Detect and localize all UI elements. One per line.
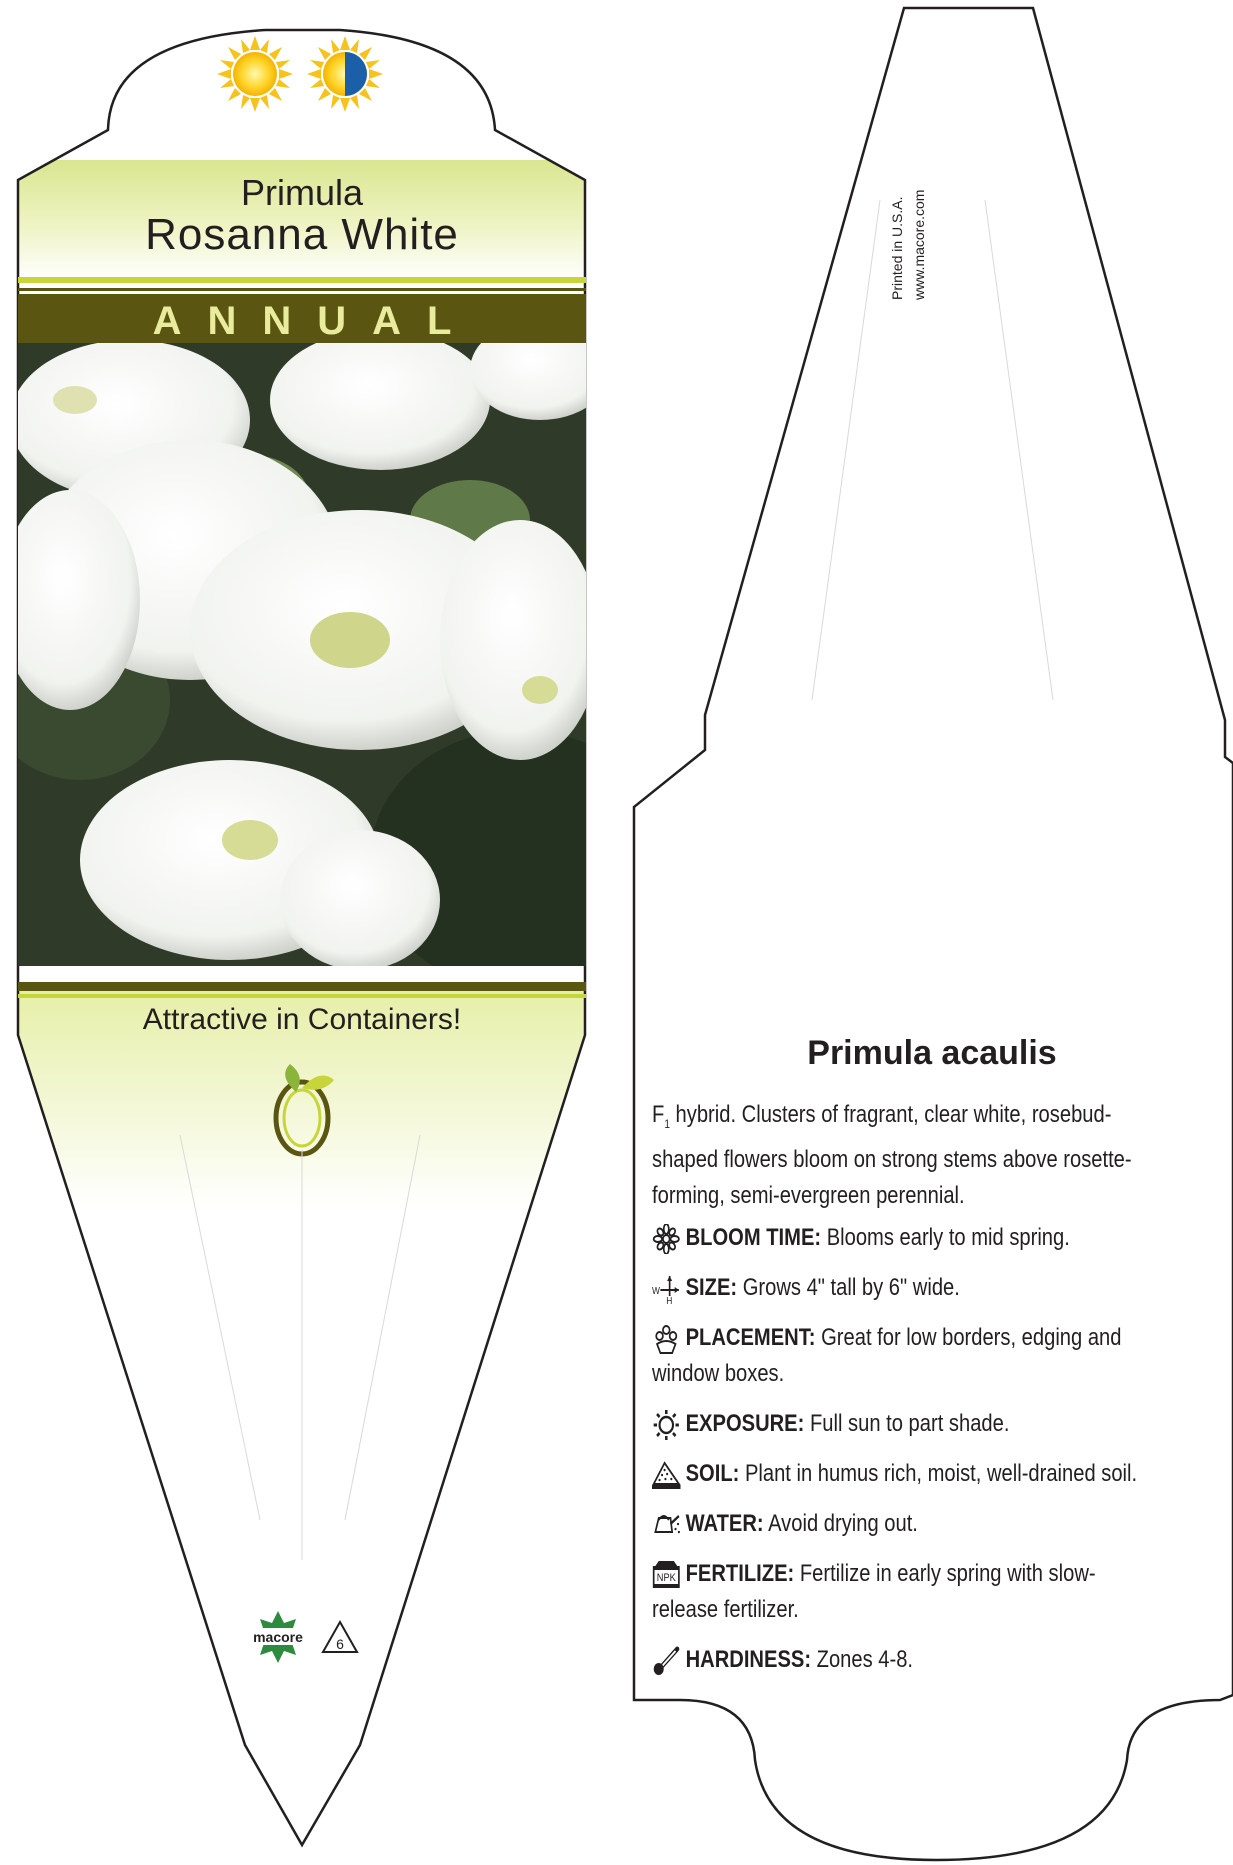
flower-photo [0,320,670,990]
care-label: WATER: [685,1510,764,1537]
soil-pile-icon [652,1460,681,1490]
care-label: HARDINESS: [685,1646,812,1673]
description [652,1097,1135,1214]
flower-icon [652,1224,681,1254]
accent-line-bottom [18,994,586,998]
thermometer-icon [652,1646,681,1676]
recycle-number: 6 [336,1636,344,1652]
care-text: Grows 4" tall by 6" wide. [737,1274,960,1301]
part-sun-icon [307,36,383,112]
thin-band-top [18,288,586,291]
bottom-band [18,982,586,991]
care-row-exposure [652,1406,1156,1442]
printed-in: Printed in U.S.A. [889,196,905,300]
care-text: Zones 4-8. [811,1646,914,1673]
f-prefix: F [652,1101,665,1128]
macore-logo-icon [244,1611,312,1663]
size-w-label: W [652,1284,660,1296]
npk-bag-icon [652,1560,681,1590]
full-sun-icon [217,36,293,112]
care-label: PLACEMENT: [685,1324,816,1351]
botanical-name: Primula acaulis [807,1034,1057,1072]
care-text: Blooms early to mid spring. [821,1224,1070,1251]
care-text: Full sun to part shade. [804,1410,1010,1437]
npk-label: NPK [656,1571,676,1584]
care-label: SIZE: [685,1274,738,1301]
watering-can-icon [652,1510,681,1540]
care-row-soil [652,1456,1156,1492]
care-row-bloom [652,1220,1156,1256]
printed-info [886,100,946,300]
size-arrows-icon [652,1274,681,1304]
macore-logo-text: macore [253,1629,303,1645]
category-label: ANNUAL [152,299,478,343]
tagline: Attractive in Containers! [142,1003,462,1036]
care-text: Fertilize in early spring with slow-release fertilizer. [652,1560,1096,1623]
care-row-fertilize [652,1556,1156,1628]
accent-line-top [18,277,586,283]
sun-outline-icon [652,1410,681,1440]
description-text: hybrid. Clusters of fragrant, clear white, rosebud-shaped flowers bloom on strong stems above rosette-forming, semi-evergreen perennial. [652,1101,1132,1209]
size-h-label: H [666,1294,673,1304]
recycle-6-icon [323,1622,357,1652]
care-label: SOIL: [685,1460,740,1487]
genus-name: Primula [240,172,364,213]
care-label: FERTILIZE: [685,1560,795,1587]
care-label: EXPOSURE: [685,1410,805,1437]
placement-plant-icon [652,1324,681,1354]
website: www.macore.com [911,189,927,300]
care-row-hardiness [652,1642,1156,1678]
care-text: Avoid drying out. [763,1510,918,1537]
f-subscript: 1 [664,1116,670,1131]
variety-name: Rosanna White [145,210,459,259]
care-text: Great for low borders, edging and window boxes. [652,1324,1122,1387]
care-label: BLOOM TIME: [685,1224,822,1251]
care-row-size [652,1270,1156,1306]
care-row-water [652,1506,1156,1542]
care-text: Plant in humus rich, moist, well-drained soil. [739,1460,1138,1487]
care-row-placement [652,1320,1156,1392]
